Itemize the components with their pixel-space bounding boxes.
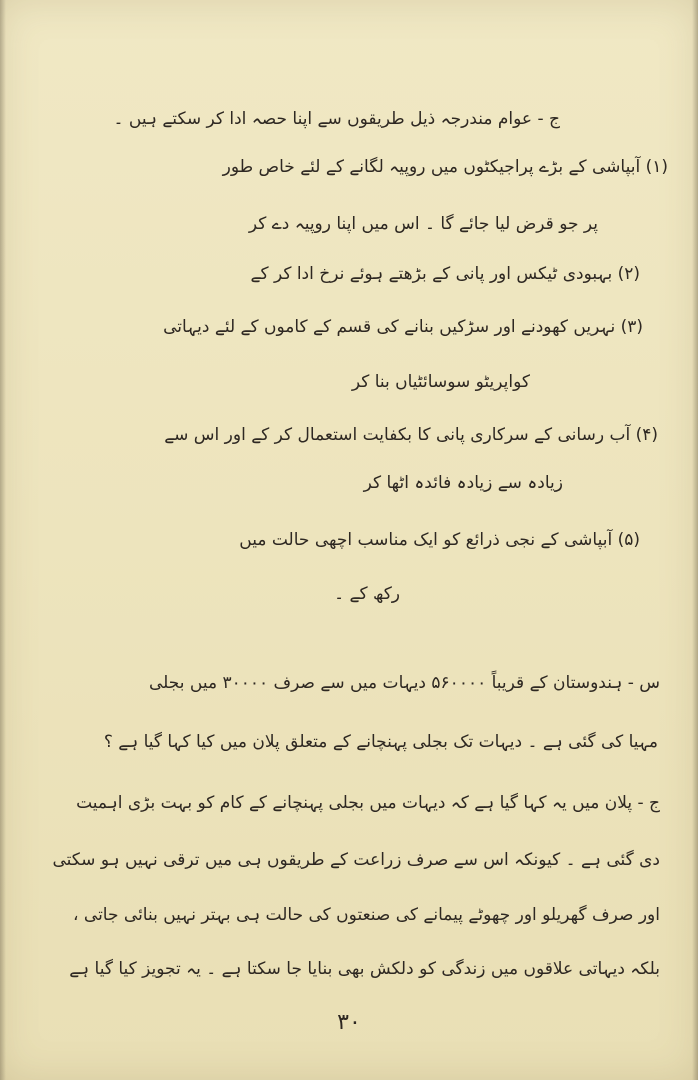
answer-heading-line: ج - عوام مندرجہ ذیل طریقوں سے اپنا حصہ ادا کر سکتے ہیں ۔ xyxy=(113,109,560,129)
list-item-5-line-1: (۵) آبپاشی کے نجی ذرائع کو ایک مناسب اچھی حالت میں xyxy=(239,530,640,550)
list-item-1-line-1: (۱) آبپاشی کے بڑے پراجیکٹوں میں روپیہ لگانے کے لئے خاص طور xyxy=(222,157,668,177)
list-item-4-line-2: زیادہ سے زیادہ فائدہ اٹھا کر xyxy=(363,473,563,493)
list-item-4-line-1: (۴) آب رسانی کے سرکاری پانی کا بکفایت استعمال کر کے اور اس سے xyxy=(164,425,658,445)
list-item-3-line-1: (۳) نہریں کھودنے اور سڑکیں بنانے کی قسم کے کاموں کے لئے دیہاتی xyxy=(163,317,643,337)
question-line-1: س - ہندوستان کے قریباً ۵۶۰۰۰۰ دیہات میں سے صرف ۳۰۰۰۰ میں بجلی xyxy=(148,673,660,693)
page-edge-shadow-right xyxy=(692,0,698,1080)
answer-paragraph-line-3: اور صرف گھریلو اور چھوٹے پیمانے کی صنعتوں کی حالت ہی بہتر نہیں بنائی جاتی ، xyxy=(73,905,660,925)
answer-paragraph-line-2: دی گئی ہے ۔ کیونکہ اس سے صرف زراعت کے طریقوں ہی میں ترقی نہیں ہو سکتی xyxy=(52,850,660,870)
page-edge-shadow-left xyxy=(0,0,6,1080)
answer-paragraph-line-1: ج - پلان میں یہ کہا گیا ہے کہ دیہات میں بجلی پہنچانے کے کام کو بہت بڑی اہمیت xyxy=(76,793,660,813)
list-item-5-line-2: رکھ کے ۔ xyxy=(334,584,400,604)
answer-paragraph-line-4: بلکہ دیہاتی علاقوں میں زندگی کو دلکش بھی بنایا جا سکتا ہے ۔ یہ تجویز کیا گیا ہے xyxy=(69,959,660,979)
list-item-1-line-2: پر جو قرض لیا جائے گا ۔ اس میں اپنا روپیہ دے کر xyxy=(248,214,598,234)
question-line-2: مہیا کی گئی ہے ۔ دیہات تک بجلی پہنچانے کے متعلق پلان میں کیا کہا گیا ہے ؟ xyxy=(103,732,658,752)
list-item-2-line: (۲) بہبودی ٹیکس اور پانی کے بڑھتے ہوئے نرخ ادا کر کے xyxy=(250,264,640,284)
list-item-3-line-2: کواپریٹو سوسائٹیاں بنا کر xyxy=(351,372,530,392)
page-number: ۳۰ xyxy=(337,1010,361,1035)
